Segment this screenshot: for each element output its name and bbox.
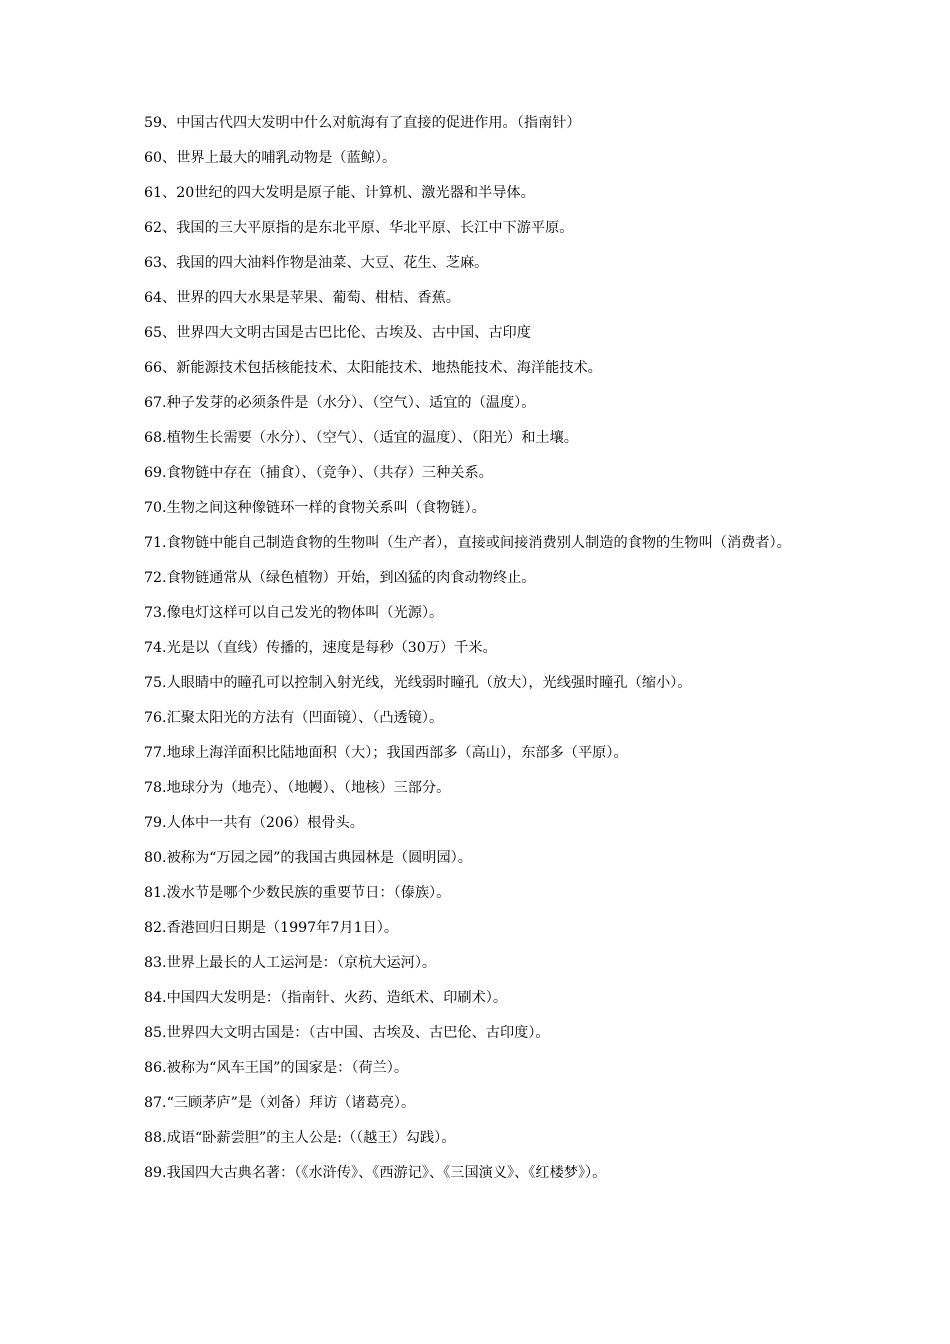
qa-item-69: 69.食物链中存在（捕食）、（竞争）、（共存）三种关系。 (144, 465, 493, 481)
qa-item-79: 79.人体中一共有（206）根骨头。 (144, 815, 364, 831)
qa-item-88: 88.成语“卧薪尝胆”的主人公是:（（越王）勾践）。 (144, 1130, 456, 1146)
qa-item-84: 84.中国四大发明是：（指南针、火药、造纸术、印刷术）。 (144, 990, 508, 1006)
qa-item-65: 65、世界四大文明古国是古巴比伦、古埃及、古中国、古印度 (144, 325, 531, 341)
qa-item-59: 59、中国古代四大发明中什么对航海有了直接的促进作用。（指南针） (144, 115, 581, 131)
qa-item-73: 73.像电灯这样可以自己发光的物体叫（光源）。 (144, 605, 444, 621)
qa-item-70: 70.生物之间这种像链环一样的食物关系叫（食物链）。 (144, 500, 486, 516)
qa-item-71: 71.食物链中能自己制造食物的生物叫（生产者），直接或间接消费别人制造的食物的生物叫（消费者）。 (144, 535, 791, 551)
qa-item-76: 76.汇聚太阳光的方法有（凹面镜）、（凸透镜）。 (144, 710, 444, 726)
qa-item-74: 74.光是以（直线）传播的，速度是每秒（30万）千米。 (144, 640, 497, 656)
qa-item-77: 77.地球上海洋面积比陆地面积（大）；我国西部多（高山），东部多（平原）。 (144, 745, 628, 761)
qa-item-72: 72.食物链通常从（绿色植物）开始，到凶猛的肉食动物终止。 (144, 570, 536, 586)
qa-item-67: 67.种子发芽的必须条件是（水分）、（空气）、适宜的（温度）。 (144, 395, 536, 411)
qa-item-81: 81.泼水节是哪个少数民族的重要节日：（傣族）。 (144, 885, 451, 901)
qa-item-60: 60、世界上最大的哺乳动物是（蓝鲸）。 (144, 150, 397, 166)
qa-item-63: 63、我国的四大油料作物是油菜、大豆、花生、芝麻。 (144, 255, 489, 271)
qa-item-62: 62、我国的三大平原指的是东北平原、华北平原、长江中下游平原。 (144, 220, 574, 236)
qa-item-75: 75.人眼睛中的瞳孔可以控制入射光线，光线弱时瞳孔（放大），光线强时瞳孔（缩小）。 (144, 675, 692, 691)
qa-item-87: 87.“三顾茅庐”是（刘备）拜访（诸葛亮）。 (144, 1095, 416, 1111)
qa-item-78: 78.地球分为（地壳）、（地幔）、（地核）三部分。 (144, 780, 451, 796)
document-page (144, 114, 812, 1199)
qa-item-89: 89.我国四大古典名著：（《水浒传》、《西游记》、《三国演义》、《红楼梦》）。 (144, 1165, 607, 1181)
qa-item-68: 68.植物生长需要（水分）、（空气）、（适宜的温度）、（阳光）和土壤。 (144, 430, 578, 446)
qa-item-61: 61、20世纪的四大发明是原子能、计算机、激光器和半导体。 (144, 185, 535, 201)
qa-item-82: 82.香港回归日期是（1997年7月1日）。 (144, 920, 399, 936)
qa-item-83: 83.世界上最长的人工运河是：（京杭大运河）。 (144, 955, 437, 971)
qa-item-64: 64、世界的四大水果是苹果、葡萄、柑桔、香蕉。 (144, 290, 460, 306)
qa-item-80: 80.被称为“万园之园”的我国古典园林是（圆明园）。 (144, 850, 472, 866)
qa-item-85: 85.世界四大文明古国是：（古中国、古埃及、古巴伦、古印度）。 (144, 1025, 550, 1041)
qa-item-86: 86.被称为“风车王国”的国家是：（荷兰）。 (144, 1060, 409, 1076)
qa-item-66: 66、新能源技术包括核能技术、太阳能技术、地热能技术、海洋能技术。 (144, 360, 602, 376)
